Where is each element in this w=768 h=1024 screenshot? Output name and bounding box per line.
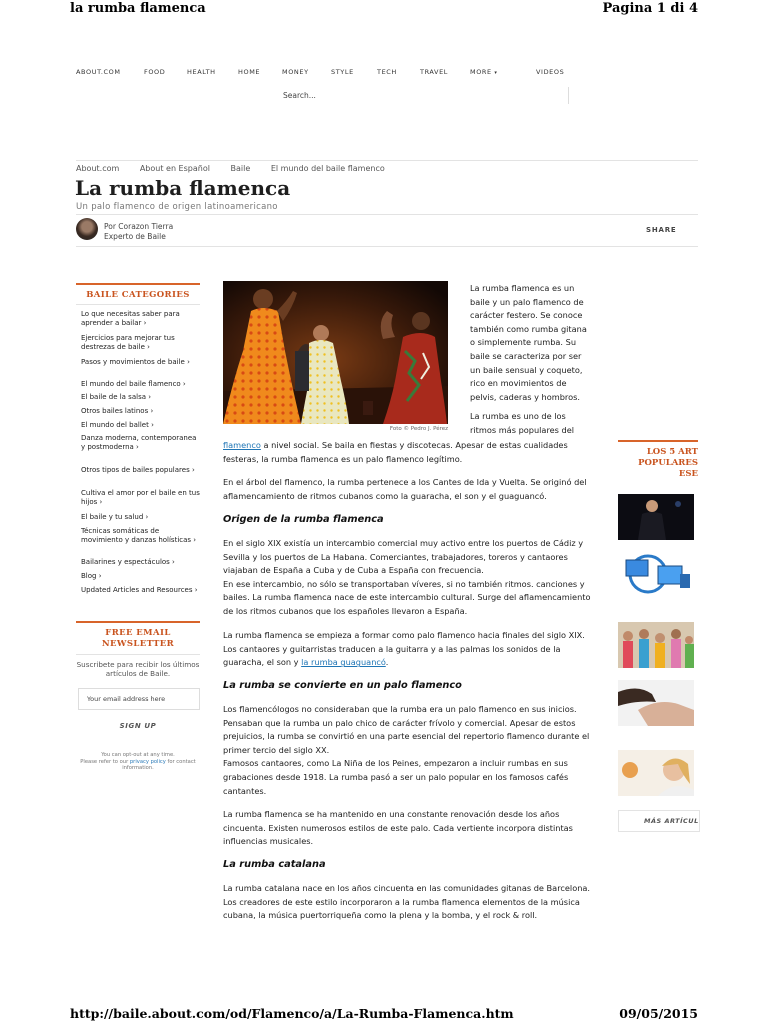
category-item[interactable]: Lo que necesitas saber para aprender a bailar › xyxy=(81,310,180,327)
category-label: El mundo del ballet xyxy=(81,421,149,429)
newsletter-title: FREE EMAIL NEWSLETTER xyxy=(101,628,175,649)
popular-title-line: ESE xyxy=(678,469,698,479)
paragraph: La rumba flamenca se ha mantenido en una constante renovación desde los años cincuenta. Existen numerosos estilos de este palo. Cada vertiente incorpora distintas influencias musicales. xyxy=(223,809,573,847)
breadcrumb xyxy=(76,164,403,173)
paragraph-text: Famosos cantaores, como La Niña de los Peines, empezaron a incluir rumbas en sus grabaciones desde 1918. La rumba pasó a ser un palo popular en los famosos cafés cantantes. xyxy=(223,758,569,796)
avatar xyxy=(76,218,98,240)
nav-item-videos[interactable]: VIDEOS xyxy=(536,68,565,76)
top-nav xyxy=(76,68,676,80)
newsletter-top-rule xyxy=(76,621,200,623)
nav-item-home[interactable]: HOME xyxy=(238,68,261,76)
page-title: La rumba flamenca xyxy=(75,176,291,200)
chevron-down-icon: ▾ xyxy=(494,70,498,76)
paragraph-text: Los flamencólogos no consideraban que la rumba era un palo flamenco en sus inicios. Pensaban que la rumba un palo chico de carácter frívolo y comercial. Apesar de estos prejuicios, la rumba se convirtió en una parte esencial del repertorio flamenco durante el primer tercio del siglo XX. xyxy=(223,704,590,755)
newsletter-text: Suscribete para recibir los últimos artículos de Baile. xyxy=(76,660,200,678)
nav-item-travel[interactable]: TRAVEL xyxy=(420,68,449,76)
categories-top-rule xyxy=(76,283,200,285)
divider xyxy=(76,304,200,305)
paragraph-text: En ese intercambio, no sólo se transportaban víveres, si no también ritmos. canciones y bailes. La rumba flamenca nace de este intercambio cultural. Surge del aflamencamiento de los ritmos cubanos que los españoles llevaron a España. xyxy=(223,578,591,616)
divider xyxy=(76,246,698,247)
category-label: Técnicas somáticas de movimiento y danzas holísticas xyxy=(81,527,192,544)
email-placeholder: Your email address here xyxy=(87,695,166,703)
performer-image xyxy=(618,494,694,540)
category-label: El baile y tu salud xyxy=(81,513,144,521)
breadcrumb-item[interactable]: El mundo del baile flamenco xyxy=(270,164,385,173)
print-footer-url: http://baile.about.com/od/Flamenco/a/La-Rumba-Flamenca.htm xyxy=(70,1006,514,1021)
category-item[interactable]: El baile y tu salud › xyxy=(81,513,149,521)
category-item[interactable]: Otros tipos de bailes populares › xyxy=(81,466,195,474)
paragraph xyxy=(223,703,595,798)
author-byline xyxy=(104,222,173,241)
photo-caption: Foto © Pedro J. Pérez xyxy=(389,426,448,432)
more-articles-label: MÁS ARTÍCUL xyxy=(644,817,699,825)
divider xyxy=(76,654,200,655)
article-intro xyxy=(470,282,594,438)
nav-item-food[interactable]: FOOD xyxy=(144,68,166,76)
flamenco-dancers-image xyxy=(223,281,448,424)
popular-top-rule xyxy=(618,440,698,442)
section-heading: Origen de la rumba flamenca xyxy=(223,514,384,525)
category-label: Danza moderna, contemporanea y postmoderna xyxy=(81,434,197,451)
paragraph xyxy=(223,537,595,619)
breadcrumb-item[interactable]: About.com xyxy=(76,164,120,173)
kids-image xyxy=(618,622,694,668)
nav-item-money[interactable]: MONEY xyxy=(282,68,309,76)
popular-title-line: POPULARES xyxy=(638,458,698,468)
popular-thumb-4[interactable] xyxy=(618,680,694,726)
more-articles-button[interactable] xyxy=(618,810,700,832)
optout-text: Please refer to our xyxy=(80,758,129,765)
hands-image xyxy=(618,680,694,726)
category-item[interactable]: Bailarines y espectáculos › xyxy=(81,558,175,566)
category-item[interactable]: Pasos y movimientos de baile › xyxy=(81,358,190,366)
nav-item-about[interactable]: ABOUT.COM xyxy=(76,68,121,76)
share-button[interactable]: SHARE xyxy=(646,226,677,234)
category-label: Blog xyxy=(81,572,97,580)
section-heading: La rumba se convierte en un palo flamenco xyxy=(223,680,462,691)
category-item[interactable]: El mundo del ballet › xyxy=(81,421,154,429)
print-header-page: Pagina 1 di 4 xyxy=(602,1,698,16)
intro-paragraph: La rumba flamenca es un baile y un palo flamenco de carácter festero. Se conoce también como rumba gitana o simplemente rumba. Su baile se caracteriza por ser un baile sensual y coqueto, rico en movimientos de pelvis, caderas y hombros. xyxy=(470,283,587,402)
paragraph-text: . xyxy=(385,657,389,668)
categories-title: BAILE CATEGORIES xyxy=(86,290,190,300)
paragraph-text: En el siglo XIX existía un intercambio comercial muy activo entre los puertos de Cádiz y Sevilla y los puertos de La Habana. Comerciantes, trabajadores, toreros y cantaores viajaban de España a Cuba y de Cuba a España con frecuencia. xyxy=(223,538,584,576)
flamenco-link[interactable]: flamenco xyxy=(223,440,261,450)
nav-item-health[interactable]: HEALTH xyxy=(187,68,216,76)
print-header xyxy=(70,0,698,22)
divider xyxy=(76,160,698,161)
paragraph xyxy=(223,629,595,670)
category-label: Lo que necesitas saber para aprender a bailar xyxy=(81,310,180,327)
email-field[interactable] xyxy=(78,688,200,710)
woman-image xyxy=(618,750,694,796)
author-name[interactable]: Por Corazon Tierra xyxy=(104,222,174,231)
author-role: Experto de Baile xyxy=(104,231,166,241)
breadcrumb-item[interactable]: Baile xyxy=(230,164,251,173)
popular-title-line: LOS 5 ART xyxy=(646,447,698,457)
category-label: Bailarines y espectáculos xyxy=(81,558,170,566)
category-label: Pasos y movimientos de baile xyxy=(81,358,185,366)
category-label: El baile de la salsa xyxy=(81,393,146,401)
category-item[interactable]: Danza moderna, contemporanea y postmoderna › xyxy=(81,434,197,451)
category-label: Updated Articles and Resources xyxy=(81,586,193,594)
section-heading: La rumba catalana xyxy=(223,859,326,870)
optout-line-2 xyxy=(76,759,200,772)
optout-text: for contact information. xyxy=(122,758,196,771)
paragraph-text: a nivel social. Se baila en fiestas y discotecas. Apesar de estas cualidades festeras, la rumba flamenca es un palo flamenco legítimo. xyxy=(223,440,568,464)
category-label: Ejercicios para mejorar tus destrezas de baile xyxy=(81,334,175,351)
article-photo xyxy=(223,281,448,424)
search-box[interactable] xyxy=(280,87,569,104)
popular-thumb-1[interactable] xyxy=(618,494,694,540)
category-label: El mundo del baile flamenco xyxy=(81,380,181,388)
category-item[interactable]: Técnicas somáticas de movimiento y danzas holísticas › xyxy=(81,527,197,544)
paragraph xyxy=(223,439,595,466)
intro-paragraph-2: La rumba es uno de los ritmos más populares del xyxy=(470,411,575,435)
category-item[interactable]: El mundo del baile flamenco › xyxy=(81,380,186,388)
popular-articles-title xyxy=(618,447,698,480)
popular-thumb-3[interactable] xyxy=(618,622,694,668)
print-footer xyxy=(70,1002,698,1024)
nav-item-tech[interactable]: TECH xyxy=(377,68,397,76)
optout-line: You can opt-out at any time. xyxy=(101,752,175,758)
paragraph: En el árbol del flamenco, la rumba pertenece a los Cantes de Ida y Vuelta. Se originó del aflamencamiento de ritmos cubanos como la guaracha, el son y el guaguancó. xyxy=(223,477,587,501)
category-item[interactable]: El baile de la salsa › xyxy=(81,393,152,401)
category-label: Otros bailes latinos xyxy=(81,407,149,415)
search-input[interactable]: Search... xyxy=(283,91,316,100)
signup-button[interactable]: SIGN UP xyxy=(119,722,157,730)
category-item[interactable]: Updated Articles and Resources › xyxy=(81,586,198,594)
paragraph-text: La rumba flamenca se empieza a formar como palo flamenco hacia finales del siglo XIX. Los cantaores y guitarristas traducen a la guitarra y a las palmas los sonidos de la guaracha, el son y xyxy=(223,630,585,668)
devices-image xyxy=(618,550,694,596)
optout-note xyxy=(76,752,200,772)
nav-item-more-label: MORE xyxy=(470,68,492,76)
category-item[interactable]: Otros bailes latinos › xyxy=(81,407,154,415)
popular-thumb-5[interactable] xyxy=(618,750,694,796)
paragraph: La rumba catalana nace en los años cincuenta en las comunidades gitanas de Barcelona. Los creadores de este estilo incorporaron a la rumba flamenca elementos de la música cubana, la música puertorriqueña como la plena y la bomba, y el rock & roll. xyxy=(223,883,591,921)
nav-item-style[interactable]: STYLE xyxy=(331,68,354,76)
category-item[interactable]: Ejercicios para mejorar tus destrezas de baile › xyxy=(81,334,175,351)
page-subtitle: Un palo flamenco de origen latinoamericano xyxy=(76,202,278,212)
category-item[interactable]: Cultiva el amor por el baile en tus hijos › xyxy=(81,489,200,506)
category-item[interactable]: Blog › xyxy=(81,572,102,580)
privacy-policy-link[interactable]: privacy policy xyxy=(129,758,166,765)
popular-thumb-2[interactable] xyxy=(618,550,694,596)
rumba-guaguanco-link[interactable]: la rumba guaguancó xyxy=(301,657,386,668)
nav-item-more[interactable] xyxy=(470,68,498,76)
breadcrumb-item[interactable]: About en Español xyxy=(139,164,210,173)
print-footer-date: 09/05/2015 xyxy=(619,1006,698,1021)
divider xyxy=(76,214,698,215)
category-label: Otros tipos de bailes populares xyxy=(81,466,190,474)
category-label: Cultiva el amor por el baile en tus hijos xyxy=(81,489,200,506)
print-header-title: la rumba flamenca xyxy=(70,1,206,16)
